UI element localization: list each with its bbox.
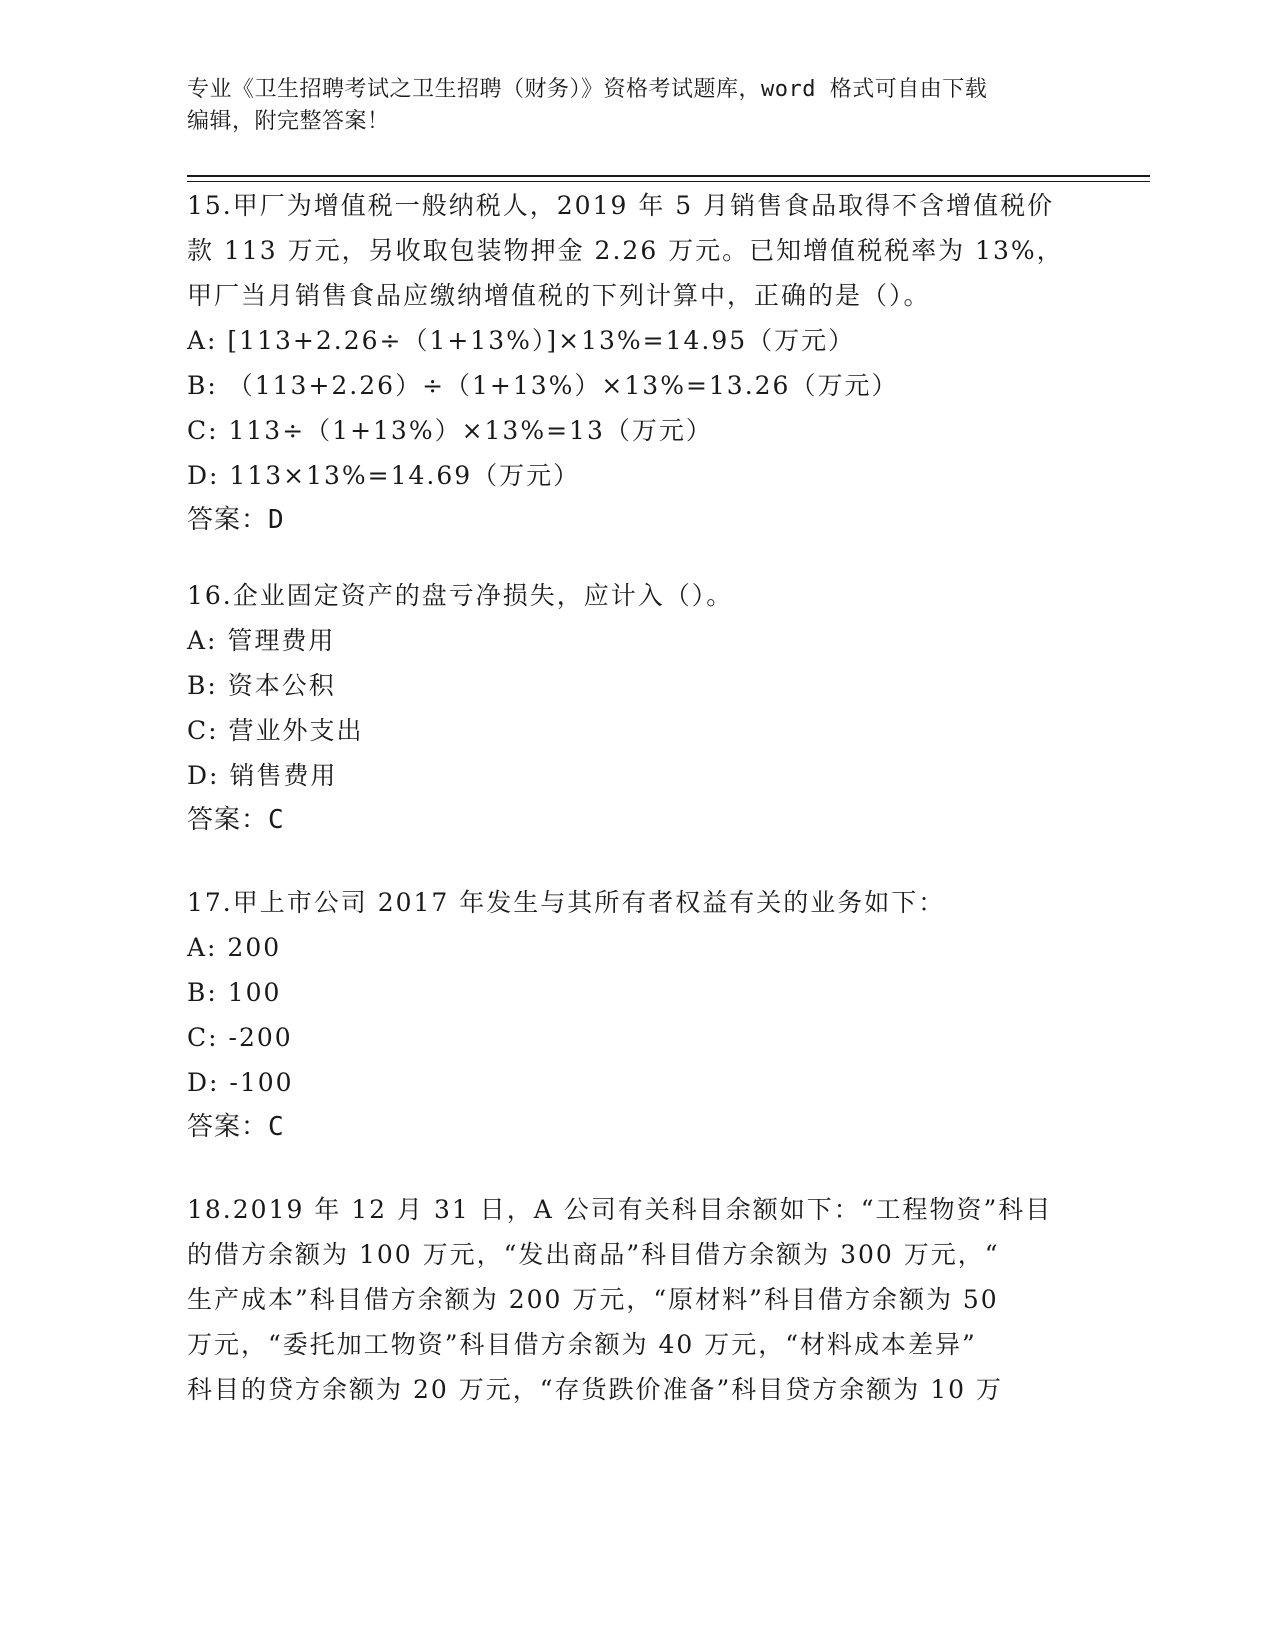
question-15	[187, 183, 1087, 543]
question-stem	[187, 573, 1087, 618]
option-b: B: 100	[187, 978, 282, 1007]
header-line-2: 编辑，附完整答案！	[187, 109, 390, 134]
header-divider	[187, 175, 1150, 177]
stem-line: 16.企业固定资产的盘亏净损失，应计入（）。	[187, 581, 734, 610]
stem-line: 款 113 万元，另收取包装物押金 2.26 万元。已知增值税税率为 13%，	[187, 236, 1064, 265]
option-a: A: 管理费用	[187, 626, 336, 655]
answer-line	[187, 798, 1087, 843]
option-d: D: -100	[187, 1068, 294, 1097]
option-b: B: （113+2.26）÷（1+13%）×13%=13.26（万元）	[187, 371, 899, 400]
answer-value: D	[268, 505, 285, 535]
option-c: C: -200	[187, 1023, 293, 1052]
option-c: C: 113÷（1+13%）×13%=13（万元）	[187, 416, 713, 445]
stem-line: 18.2019 年 12 月 31 日，A 公司有关科目余额如下：“工程物资”科目	[187, 1195, 1053, 1224]
header-divider-thin	[187, 181, 1150, 182]
question-stem	[187, 183, 1087, 318]
question-18	[187, 1187, 1087, 1412]
stem-line: 生产成本”科目借方余额为 200 万元，“原材料”科目借方余额为 50	[187, 1285, 999, 1314]
option-b: B: 资本公积	[187, 671, 336, 700]
question-16	[187, 573, 1087, 843]
option-a: A: 200	[187, 933, 282, 962]
answer-label: 答案：	[187, 505, 269, 535]
stem-line: 科目的贷方余额为 20 万元，“存货跌价准备”科目贷方余额为 10 万	[187, 1375, 1003, 1404]
header-line-1: 专业《卫生招聘考试之卫生招聘（财务）》资格考试题库，word 格式可自由下载	[187, 77, 988, 102]
option-c: C: 营业外支出	[187, 716, 364, 745]
stem-line: 17.甲上市公司 2017 年发生与其所有者权益有关的业务如下：	[187, 888, 946, 917]
answer-line	[187, 1105, 1087, 1150]
stem-line: 甲厂当月销售食品应缴纳增值税的下列计算中，正确的是（）。	[187, 281, 931, 310]
option-d: D: 销售费用	[187, 761, 338, 790]
answer-line	[187, 498, 1087, 543]
answer-value: C	[268, 1112, 285, 1142]
stem-line: 万元，“委托加工物资”科目借方余额为 40 万元，“材料成本差异”	[187, 1330, 977, 1359]
question-stem	[187, 880, 1087, 925]
answer-label: 答案：	[187, 805, 269, 835]
document-header	[187, 74, 1067, 138]
answer-label: 答案：	[187, 1112, 269, 1142]
question-17	[187, 880, 1087, 1150]
question-stem	[187, 1187, 1087, 1412]
stem-line: 的借方余额为 100 万元，“发出商品”科目借方余额为 300 万元，“	[187, 1240, 1000, 1269]
option-d: D: 113×13%=14.69（万元）	[187, 461, 581, 490]
answer-value: C	[268, 805, 285, 835]
stem-line: 15.甲厂为增值税一般纳税人，2019 年 5 月销售食品取得不含增值税价	[187, 191, 1055, 220]
option-a: A: [113+2.26÷（1+13%）]×13%=14.95（万元）	[187, 326, 856, 355]
